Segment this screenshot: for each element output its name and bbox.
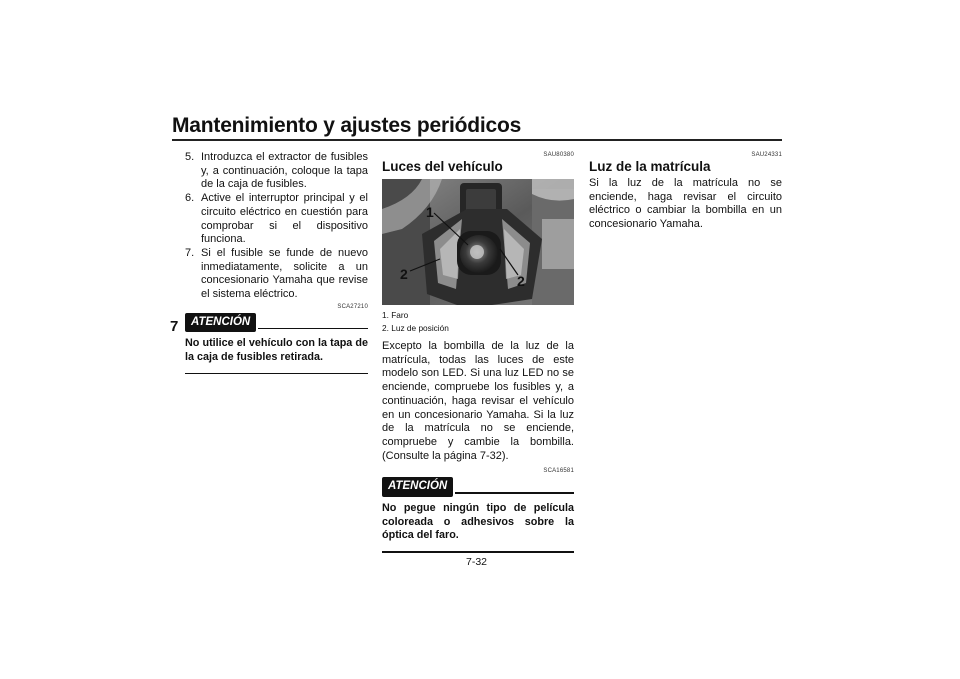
page-number: 7-32 <box>466 556 488 568</box>
notice-text: No pegue ningún tipo de película coloreada o adhesivos sobre la óptica del faro. <box>382 502 574 542</box>
notice-box <box>185 313 368 375</box>
notice-end-rule <box>185 373 368 375</box>
list-item <box>185 247 368 302</box>
notice-text: No utilice el vehículo con la tapa de la caja de fusibles retirada. <box>185 337 368 364</box>
chapter-tab: 7 <box>170 318 179 335</box>
caption-item: 1. Faro <box>382 310 409 320</box>
step-number: 7. <box>185 246 195 259</box>
reference-code: SCA16581 <box>543 468 574 475</box>
callout-1: 1 <box>426 204 434 220</box>
notice-rule <box>258 328 368 330</box>
page-title: Mantenimiento y ajustes periódicos <box>172 114 522 137</box>
column-left <box>185 151 368 374</box>
steps-list <box>185 151 368 302</box>
step-text: Introduzca el extractor de fusibles y, a continuación, coloque la tapa de la caja de fusibles. <box>201 151 368 191</box>
notice-rule <box>455 492 574 494</box>
title-rule <box>172 139 782 141</box>
section-title-matricula: Luz de la matrícula <box>589 159 711 174</box>
reference-code: SAU80380 <box>543 152 574 158</box>
notice-label: ATENCIÓN <box>382 477 453 497</box>
reference-code: SCA27210 <box>337 303 368 310</box>
reference-code: SAU24331 <box>751 152 782 158</box>
column-right <box>589 151 782 232</box>
body-paragraph: Si la luz de la matrícula no se enciende, haga revisar el circuito eléctrico o cambiar la bombilla en un concesionario Yamaha. <box>589 177 782 231</box>
step-number: 5. <box>185 151 195 163</box>
notice-header <box>382 477 574 497</box>
figure-captions <box>382 309 574 334</box>
section-title-luces: Luces del vehículo <box>382 159 503 174</box>
column-middle <box>382 151 574 553</box>
list-item <box>185 151 368 192</box>
step-number: 6. <box>185 192 195 205</box>
step-text: Active el interruptor principal y el circuito eléctrico en cuestión para comprobar si el dispositivo funciona. <box>201 192 368 246</box>
step-text: Si el fusible se funde de nuevo inmediatamente, solicite a un concesionario Yamaha que revise el sistema eléctrico. <box>201 246 368 301</box>
list-item <box>185 192 368 247</box>
callout-2-left: 2 <box>400 266 408 282</box>
callout-2-right: 2 <box>517 273 525 289</box>
body-paragraph: Excepto la bombilla de la luz de la matrícula, todas las luces de este modelo son LED. Si una luz LED no se enciende, compruebe los fusibles y, a continuación, haga revisar el vehículo en un concesionario Yamaha. Si la luz de la matrícula no se enciende, compruebe y cambie la bombilla. (Consulte la página 7-32). <box>382 340 574 462</box>
headlight-illustration <box>382 179 574 305</box>
notice-label: ATENCIÓN <box>185 313 256 333</box>
caption-item: 2. Luz de posición <box>382 322 449 333</box>
notice-end-rule <box>382 551 574 553</box>
notice-header <box>185 313 368 333</box>
notice-box <box>382 477 574 552</box>
headlight-photo <box>382 179 574 305</box>
